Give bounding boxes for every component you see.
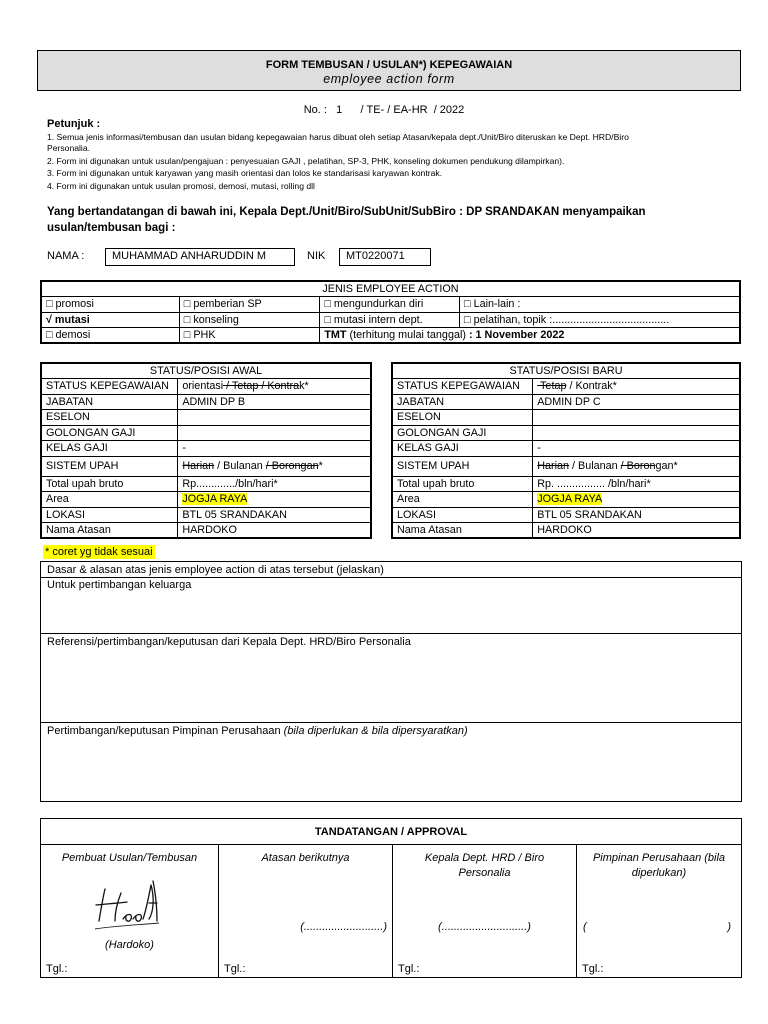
bruto-value[interactable]: Rp............./bln/hari* xyxy=(178,476,371,492)
kelas-value[interactable]: - xyxy=(178,441,371,457)
tmt-label: TMT xyxy=(324,329,347,341)
lokasi-value[interactable]: BTL 05 SRANDAKAN xyxy=(533,507,740,523)
option-phk[interactable]: □ PHK xyxy=(179,328,320,344)
document-number: No. : 1 / TE- / EA-HR / 2022 xyxy=(303,104,465,116)
declaration-line-1: Yang bertandatangan di bawah ini, Kepala Dept./Unit/Biro/SubUnit/SubBiro : DP SRANDAKAN menyampaikan xyxy=(47,206,646,218)
tgl-label[interactable]: Tgl.: xyxy=(46,963,68,975)
area-highlight: JOGJA RAYA xyxy=(182,493,248,506)
row-label: Nama Atasan xyxy=(41,523,178,539)
status-awal-title: STATUS/POSISI AWAL xyxy=(41,363,371,379)
instructions-title: Petunjuk : xyxy=(47,118,101,130)
referensi-label: Referensi/pertimbangan/keputusan dari Kepala Dept. HRD/Biro Personalia xyxy=(47,636,411,648)
area-value[interactable] xyxy=(178,492,371,508)
golongan-value[interactable] xyxy=(178,425,371,441)
lokasi-value[interactable]: BTL 05 SRANDAKAN xyxy=(178,507,371,523)
signature-image xyxy=(93,873,165,935)
row-label: Area xyxy=(392,492,533,508)
form-subtitle: employee action form xyxy=(323,72,455,86)
employee-action-table xyxy=(40,280,741,344)
tgl-label[interactable]: Tgl.: xyxy=(224,963,246,975)
paren-open: ( xyxy=(583,921,587,933)
instruction-item: 1. Semua jenis informasi/tembusan dan usulan bidang kepegawaian harus dibuat oleh setiap Atasan/kepala dept./Unit/Biro diteruskan ke Dept. HRD/Biro xyxy=(47,132,629,142)
option-promosi[interactable]: □ promosi xyxy=(41,297,179,313)
paren-close: ) xyxy=(727,921,731,933)
dasar-label: Dasar & alasan atas jenis employee action di atas tersebut (jelaskan) xyxy=(47,564,384,576)
upah-post: gan* xyxy=(655,460,678,472)
approval-col-atasan[interactable] xyxy=(219,845,393,977)
row-label: Nama Atasan xyxy=(392,523,533,539)
option-mengundurkan-diri[interactable]: □ mengundurkan diri xyxy=(320,297,460,313)
area-highlight: JOGJA RAYA xyxy=(537,493,603,506)
row-label: Total upah bruto xyxy=(392,476,533,492)
row-label: STATUS KEPEGAWAIAN xyxy=(41,379,178,395)
pertimbangan-label xyxy=(47,724,468,738)
upah-struck-1: Harian xyxy=(182,460,215,472)
nama-label: NAMA : xyxy=(47,250,85,262)
status-kepegawaian-value[interactable] xyxy=(533,379,740,395)
upah-mid: / Bulanan xyxy=(214,460,266,472)
tgl-label[interactable]: Tgl.: xyxy=(582,963,604,975)
upah-struck-2: / Borongan xyxy=(265,460,319,472)
row-label: JABATAN xyxy=(41,394,178,410)
employee-action-title: JENIS EMPLOYEE ACTION xyxy=(41,281,740,297)
row-label: LOKASI xyxy=(392,507,533,523)
row-label: SISTEM UPAH xyxy=(392,456,533,476)
pertimbangan-label-note: (bila diperlukan & bila dipersyaratkan) xyxy=(283,725,468,737)
nik-field[interactable]: MT0220071 xyxy=(339,248,431,266)
row-label: Area xyxy=(41,492,178,508)
nama-field[interactable]: MUHAMMAD ANHARUDDIN M xyxy=(105,248,295,266)
instruction-item: 2. Form ini digunakan untuk usulan/pengajuan : penyesuaian GAJI , pelatihan, SP-3, PHK, konseling dokumen pendukung dilampirkan). xyxy=(47,156,565,166)
dasar-section[interactable] xyxy=(40,561,742,634)
row-label: ESELON xyxy=(41,410,178,426)
upah-post: * xyxy=(318,460,323,472)
instruction-item: 3. Form ini digunakan untuk karyawan yang masih orientasi dan lolos ke standarisasi karyawan kontrak. xyxy=(47,168,443,178)
status-value-struck: Tetap xyxy=(537,380,567,393)
row-label: STATUS KEPEGAWAIAN xyxy=(392,379,533,395)
option-mutasi-intern[interactable]: □ mutasi intern dept. xyxy=(320,312,460,328)
row-label: Total upah bruto xyxy=(41,476,178,492)
eselon-value[interactable] xyxy=(178,410,371,426)
status-value-struck: / Tetap / Kontra xyxy=(223,380,300,393)
approval-col-title: Pembuat Usulan/Tembusan xyxy=(61,852,198,864)
tgl-label[interactable]: Tgl.: xyxy=(398,963,420,975)
status-value-post: / Kontrak* xyxy=(566,380,617,393)
jabatan-value[interactable]: ADMIN DP C xyxy=(533,394,740,410)
tmt-value: : 1 November 2022 xyxy=(468,329,565,341)
golongan-value[interactable] xyxy=(533,425,740,441)
atasan-signature-line: (..........................) xyxy=(300,921,387,933)
dasar-value[interactable]: Untuk pertimbangan keluarga xyxy=(47,579,192,591)
form-title: FORM TEMBUSAN / USULAN*) KEPEGAWAIAN xyxy=(265,59,513,71)
approval-col-title: Kepala Dept. HRD / Biro Personalia xyxy=(424,852,545,879)
strike-note: * coret yg tidak sesuai xyxy=(45,546,153,558)
status-awal-table xyxy=(40,362,372,539)
approval-col-title: Pimpinan Perusahaan (bila diperlukan) xyxy=(592,852,726,879)
status-baru-title: STATUS/POSISI BARU xyxy=(392,363,740,379)
tmt-note: (terhitung mulai tanggal) xyxy=(346,329,469,341)
row-label: KELAS GAJI xyxy=(392,441,533,457)
option-konseling[interactable]: □ konseling xyxy=(179,312,320,328)
row-label: KELAS GAJI xyxy=(41,441,178,457)
sistem-upah-value[interactable] xyxy=(178,456,371,476)
tmt-cell xyxy=(320,328,740,344)
row-label: JABATAN xyxy=(392,394,533,410)
approval-col-title: Atasan berikutnya xyxy=(261,852,350,864)
declaration-line-2: usulan/tembusan bagi : xyxy=(47,222,176,234)
pembuat-name: (Hardoko) xyxy=(105,939,154,951)
atasan-value[interactable]: HARDOKO xyxy=(533,523,740,539)
status-value-post: k* xyxy=(299,380,309,393)
option-demosi[interactable]: □ demosi xyxy=(41,328,179,344)
status-kepegawaian-value[interactable] xyxy=(178,379,371,395)
approval-col-pembuat[interactable] xyxy=(41,845,219,977)
row-label: ESELON xyxy=(392,410,533,426)
row-label: LOKASI xyxy=(41,507,178,523)
approval-col-pimpinan[interactable] xyxy=(577,845,741,977)
status-value-pre: orientasi xyxy=(182,380,224,393)
instruction-item: Personalia. xyxy=(47,143,90,153)
jabatan-value[interactable]: ADMIN DP B xyxy=(178,394,371,410)
declaration-text xyxy=(47,204,737,236)
pertimbangan-label-text: Pertimbangan/keputusan Pimpinan Perusahaan xyxy=(47,725,284,737)
upah-mid: / Bulanan xyxy=(569,460,621,472)
row-label: SISTEM UPAH xyxy=(41,456,178,476)
bruto-value[interactable]: Rp. ................ /bln/hari* xyxy=(533,476,740,492)
area-value[interactable] xyxy=(533,492,740,508)
pertimbangan-section[interactable] xyxy=(40,722,742,802)
option-pemberian-sp[interactable]: □ pemberian SP xyxy=(179,297,320,313)
referensi-section[interactable] xyxy=(40,633,742,723)
eselon-value[interactable] xyxy=(533,410,740,426)
sistem-upah-value[interactable] xyxy=(533,456,740,476)
option-mutasi[interactable]: √ mutasi xyxy=(41,312,179,328)
approval-section xyxy=(40,818,742,978)
row-label: GOLONGAN GAJI xyxy=(41,425,178,441)
option-lain-lain[interactable]: □ Lain-lain : xyxy=(460,297,740,313)
approval-col-hrd[interactable] xyxy=(393,845,577,977)
upah-struck-1: Harian xyxy=(537,460,570,472)
hrd-signature-line: (............................) xyxy=(438,921,531,933)
atasan-value[interactable]: HARDOKO xyxy=(178,523,371,539)
upah-struck-2: / Boron xyxy=(620,460,656,472)
instruction-item: 4. Form ini digunakan untuk usulan promosi, demosi, mutasi, rolling dll xyxy=(47,181,315,191)
approval-title: TANDATANGAN / APPROVAL xyxy=(41,819,741,845)
row-label: GOLONGAN GAJI xyxy=(392,425,533,441)
kelas-value[interactable]: - xyxy=(533,441,740,457)
status-baru-table xyxy=(391,362,741,539)
option-pelatihan[interactable]: □ pelatihan, topik :....................................... xyxy=(460,312,740,328)
nik-label: NIK xyxy=(307,250,326,262)
